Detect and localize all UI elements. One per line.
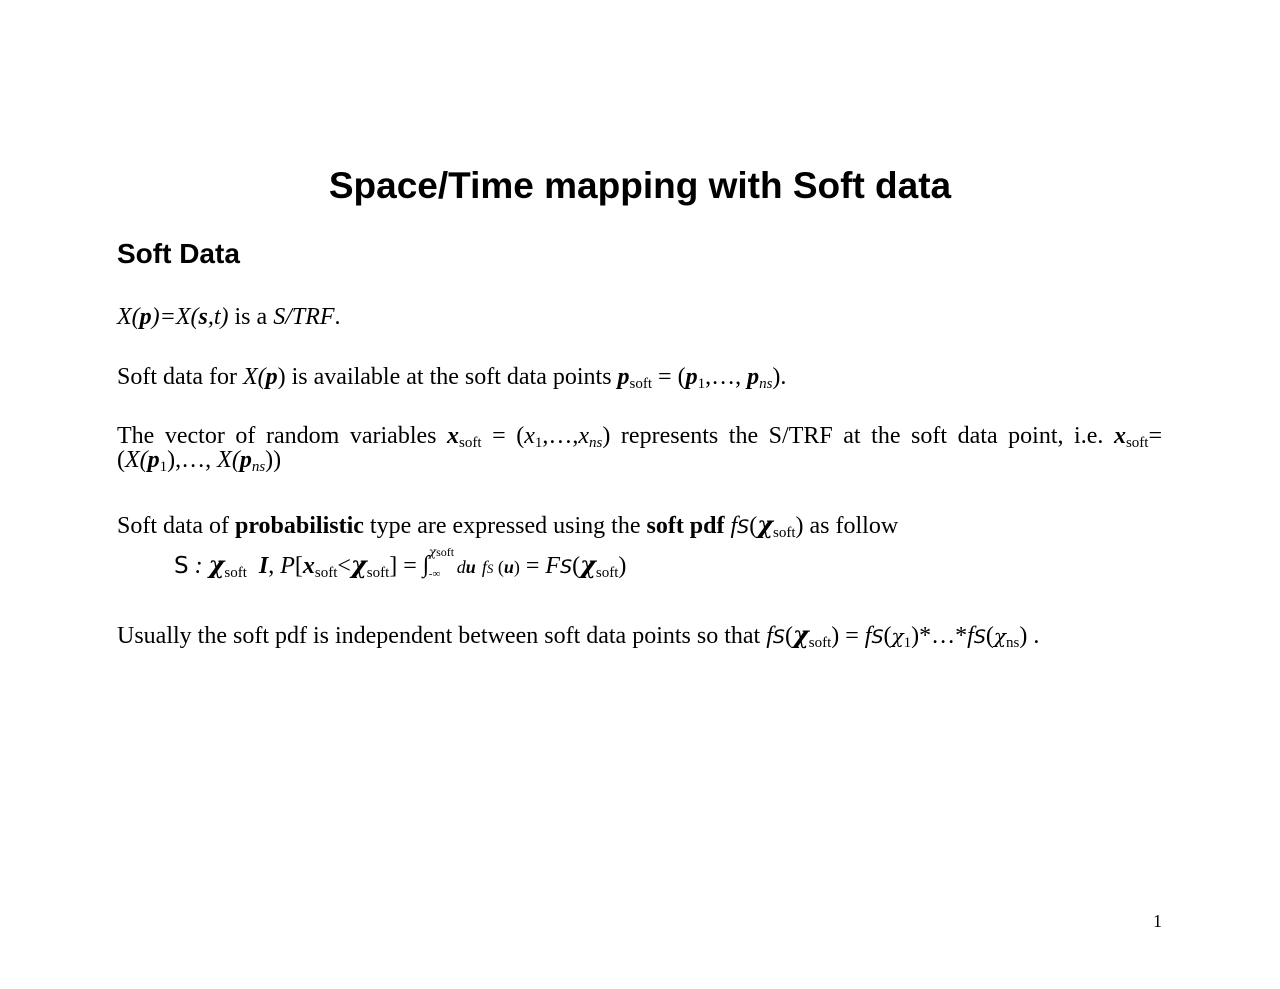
usually-text: Usually the soft pdf is independent between soft data points so that [117, 623, 767, 649]
comma: , [268, 553, 281, 579]
ns-subscript: ns [1006, 635, 1020, 651]
period: . [334, 304, 341, 330]
ellipsis-2: ),…, [167, 447, 218, 473]
random-vector-paragraph [117, 423, 1162, 475]
as-follow-text: ) as follow [795, 513, 899, 539]
ns-subscript-2: ns [251, 459, 266, 475]
xns-symbol: x [578, 423, 590, 449]
x-symbol: x [302, 553, 315, 579]
one-subscript-2: 1 [159, 459, 168, 475]
soft-subscript-3: soft [366, 565, 390, 581]
section-heading: Soft Data [117, 238, 240, 269]
represents-text: ) represents the S/TRF at the soft data point, i.e. [602, 423, 1114, 449]
soft-data-for-text: Soft data for [117, 364, 243, 390]
ns-subscript: ns [759, 376, 773, 392]
product-ellipsis: )*…* [911, 623, 968, 649]
strf-definition-line [117, 305, 1162, 329]
colon: : [188, 553, 209, 579]
open-paren: ( [572, 553, 581, 579]
ellipsis: ,…, [542, 423, 579, 449]
chi-symbol-3: χ [580, 550, 596, 579]
strf-label: S/TRF [273, 304, 335, 330]
chi1-symbol: χ [891, 624, 904, 648]
probabilistic-bold: probabilistic [234, 513, 364, 539]
bracket-close-equals: ] = [389, 553, 423, 579]
x1-symbol: x [524, 423, 535, 449]
s-subscript-symbol: S [737, 516, 750, 538]
soft-data-of-text: Soft data of [117, 513, 235, 539]
x-soft-symbol: x [447, 423, 460, 449]
less-than: < [337, 553, 351, 579]
upper-soft: soft [436, 545, 455, 559]
vector-text: The vector of random variables [117, 423, 448, 449]
equals-open: = ( [481, 423, 525, 449]
pns-symbol: p [239, 447, 252, 473]
s-subscript-symbol: S [486, 561, 494, 576]
integral-sign: ∫ [422, 552, 430, 578]
close-paren: ) [618, 553, 627, 579]
equals-open: = ( [652, 364, 686, 390]
p-prob-symbol: P [280, 553, 295, 579]
t-symbol: ,t) [207, 304, 229, 330]
x-open: X( [242, 364, 266, 390]
closing: ) . [1019, 623, 1040, 649]
u-symbol: u [465, 557, 476, 577]
f-symbol: f [481, 557, 487, 577]
p1-symbol: p [147, 447, 160, 473]
upper-chi: χ [428, 545, 437, 559]
available-text: is available at the soft data points [285, 364, 618, 390]
equals-open-2: =( [117, 423, 1162, 473]
soft-subscript: soft [773, 525, 796, 541]
open-paren-2: ( [883, 623, 892, 649]
open-paren: ( [784, 623, 793, 649]
equals: ) = [831, 623, 865, 649]
pns-symbol: p [747, 364, 760, 390]
x-of-p: X( [117, 304, 140, 330]
s-subscript-symbol: S [772, 626, 785, 648]
closing: )) [265, 447, 282, 473]
slide-title: Space/Time mapping with Soft data [328, 165, 952, 206]
s-subscript-symbol-2: S [871, 626, 884, 648]
soft-subscript-4: soft [595, 565, 619, 581]
x-open-ns: X( [217, 447, 240, 473]
s-set-symbol: S [174, 553, 189, 579]
p-symbol: p [265, 364, 278, 390]
ns-subscript: ns [589, 435, 603, 451]
bracket-open: [ [294, 553, 303, 579]
chi-symbol: χ [757, 510, 774, 539]
x-open-1: X( [125, 447, 148, 473]
probabilistic-line [117, 510, 1162, 541]
equals-x-of: )=X( [151, 304, 199, 330]
equals: = [519, 553, 546, 579]
u-paren-close: ) [513, 557, 520, 577]
f-symbol: f [730, 513, 738, 539]
is-a-text: is a [228, 304, 274, 330]
f-symbol-3: f [967, 623, 974, 649]
chi-symbol-2: χ [350, 550, 367, 579]
soft-data-points-line [117, 364, 1162, 392]
s-subscript-symbol-3: S [973, 626, 986, 648]
independence-line [117, 620, 1162, 651]
soft-subscript: soft [629, 376, 653, 392]
chi-symbol: χ [208, 550, 225, 579]
soft-subscript-2: soft [1125, 435, 1149, 451]
x-soft-symbol-2: x [1113, 423, 1126, 449]
soft-subscript-2: soft [314, 565, 338, 581]
soft-subscript: soft [459, 435, 482, 451]
s-symbol: s [198, 304, 208, 330]
u-paren-open: ( [493, 557, 504, 577]
cdf-equation [174, 545, 627, 582]
chi-symbol: χ [792, 620, 809, 649]
one-subscript: 1 [534, 435, 543, 451]
f-symbol-2: f [864, 623, 872, 649]
integral [422, 545, 457, 580]
u-symbol-2: u [503, 557, 514, 577]
type-text: type are expressed using the [363, 513, 647, 539]
open-paren-3: ( [985, 623, 994, 649]
integral-upper-limit [429, 546, 454, 558]
d-symbol: d [456, 557, 466, 577]
one-subscript: 1 [903, 635, 912, 651]
soft-subscript: soft [808, 635, 832, 651]
soft-subscript: soft [224, 565, 247, 581]
p-soft-symbol: p [617, 364, 630, 390]
i-symbol: I [258, 553, 269, 579]
close-paren: ) [277, 364, 286, 390]
F-symbol: F [545, 553, 561, 579]
integral-lower-limit: -∞ [428, 568, 441, 580]
soft-pdf-bold: soft pdf [646, 513, 725, 539]
chins-symbol: χ [993, 624, 1006, 648]
p1-symbol: p [685, 364, 698, 390]
f-symbol: f [766, 623, 773, 649]
one-subscript: 1 [697, 376, 706, 392]
ellipsis: ,…, [705, 364, 748, 390]
closing: ). [772, 364, 787, 390]
open-paren: ( [749, 513, 758, 539]
s-subscript-symbol-2: S [560, 556, 573, 578]
p-symbol: p [139, 304, 152, 330]
page-number: 1 [1153, 911, 1162, 931]
